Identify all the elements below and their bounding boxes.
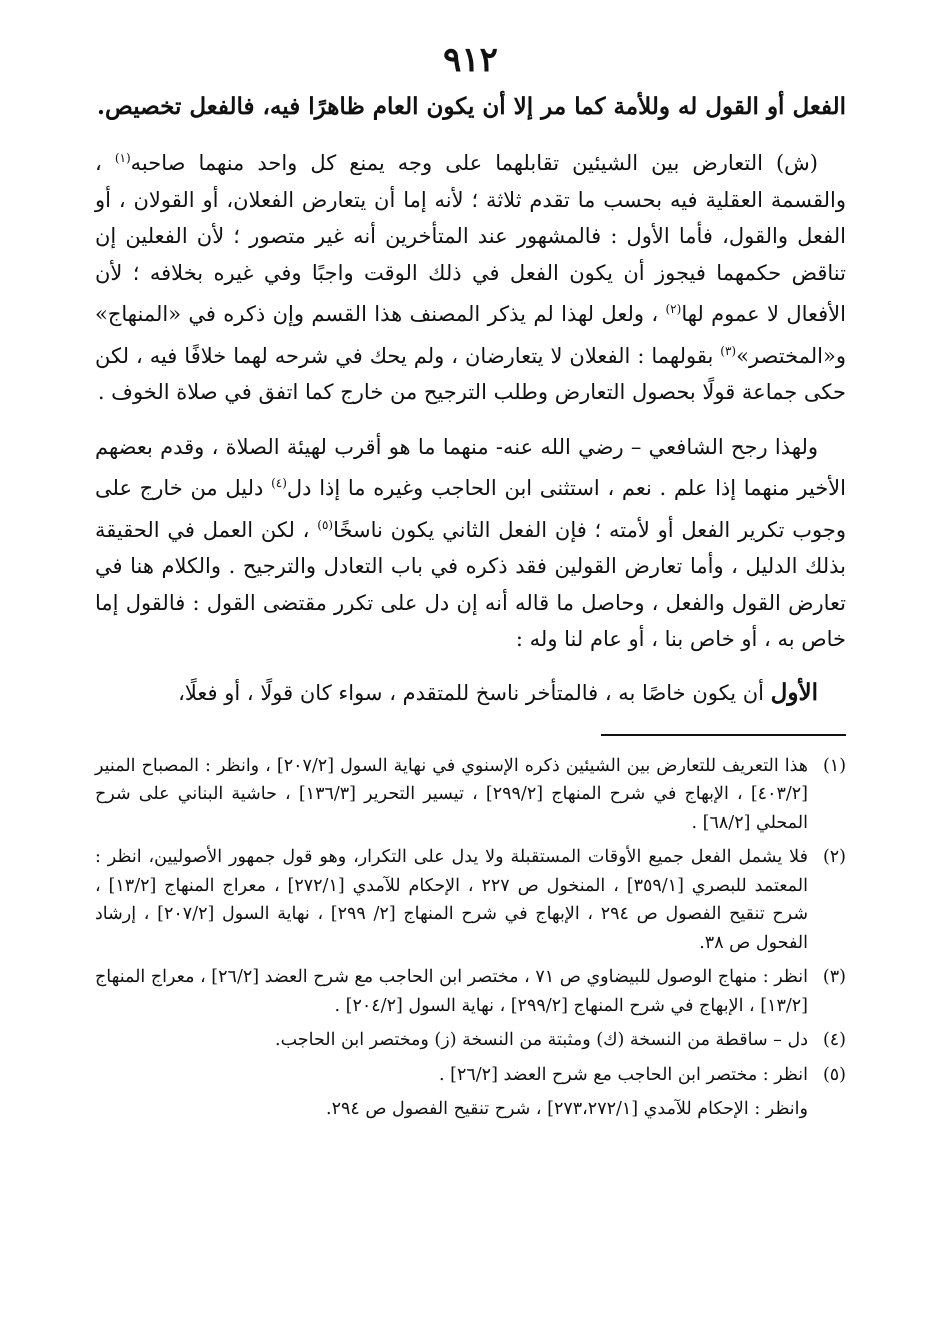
footnote-text: دل – ساقطة من النسخة (ك) ومثبتة من النسخة (ز) ومختصر ابن الحاجب. xyxy=(275,1030,808,1050)
matn-text-top: الفعل أو القول له وللأمة كما مر إلا أن يكون العام ظاهرًا فيه، فالفعل تخصيص. xyxy=(97,93,846,120)
footnote-ref-4[interactable]: (٤) xyxy=(271,476,287,490)
commentary-body xyxy=(95,140,846,658)
footnote-number: (٤) xyxy=(822,1030,846,1050)
footnote-text: انظر : منهاج الوصول للبيضاوي ص ٧١ ، مختصر ابن الحاجب مع شرح العضد [٢٦/٢] ، معراج المنهاج [١٣/٢] ، الإبهاج في شرح المنهاج [٢٩٩/٢] ، نهاية السول [٢٠٤/٢] . xyxy=(95,967,808,1016)
footnote-5-continuation: وانظر : الإحكام للآمدي [٢٧٣،٢٧٢/١] ، شرح تنقيح الفصول ص ٢٩٤. xyxy=(325,1099,808,1119)
matn-heading-first: الأول xyxy=(770,678,818,706)
paragraph-text: دليل من خارج على وجوب تكرير الفعل أو لأمته ؛ فإن الفعل الثاني يكون ناسخًا xyxy=(95,476,847,542)
footnote-text: هذا التعريف للتعارض بين الشيئين ذكره الإسنوي في نهاية السول [٢٠٧/٢] ، وانظر : المصباح المنير [٤٠٣/٢] ، الإبهاج في شرح المنهاج [٢٩٩/٢] ، تيسير التحرير [١٣٦/٣] ، حاشية البناني على شرح المحلي [٦٨/٢] . xyxy=(95,755,809,833)
footnote-ref-5[interactable]: (٥) xyxy=(317,517,334,532)
footnote-3 xyxy=(95,963,846,1020)
matn-text: أن يكون خاصًا به ، فالمتأخر ناسخ للمتقدم ، سواء كان قولًا ، أو فعلًا، xyxy=(178,680,771,705)
footnote-ref-2[interactable]: (٢) xyxy=(665,302,682,316)
commentary-paragraph-2 xyxy=(95,429,846,658)
footnote-text: انظر : مختصر ابن الحاجب مع شرح العضد [٢٦/٢] . xyxy=(439,1064,808,1085)
footnotes-section xyxy=(95,752,846,1124)
footnote-number: (٣) xyxy=(822,967,846,987)
footnote-number: (١) xyxy=(822,755,847,776)
matn-text-bottom xyxy=(95,674,846,712)
footnote-ref-3[interactable]: (٣) xyxy=(720,343,737,358)
footnote-divider xyxy=(601,734,846,736)
footnote-ref-1[interactable]: (١) xyxy=(114,151,131,165)
paragraph-text: ولهذا رجح الشافعي – رضي الله عنه- منهما ما هو أقرب لهيئة الصلاة ، وقدم بعضهم الأخير منهما إذا علم . نعم ، استثنى ابن الحاجب وغيره ما إذا دل xyxy=(95,434,846,500)
footnote-5 xyxy=(95,1061,846,1090)
footnote-1 xyxy=(95,752,846,838)
paragraph-text: ، لكن العمل في الحقيقة بذلك الدليل ، وأما تعارض القولين فقد ذكره في باب التعادل والترجيح . والكلام هنا في تعارض القول والفعل ، وحاصل ما قاله أنه إن دل على تكرر مقتضى القول : فالقول إما خاص به ، أو خاص بنا ، أو عام لنا وله : xyxy=(95,517,846,651)
commentary-paragraph-1 xyxy=(95,140,846,411)
footnote-number: (٥) xyxy=(822,1064,846,1085)
page-number: ٩١٢ xyxy=(443,40,498,80)
paragraph-text: بقولهما : الفعلان لا يتعارضان ، ولم يحك في شرحه لهما خلافًا فيه ، لكن حكى جماعة قولًا بحصول التعارض وطلب الترجيح من خارج كما اتفق في صلاة الخوف . xyxy=(95,343,846,404)
footnote-number: (٢) xyxy=(822,847,846,867)
paragraph-text: ، والقسمة العقلية فيه بحسب ما تقدم ثلاثة ؛ لأنه إما أن يتعارض الفعلان، أو القولان ، أو الفعل والقول، فأما الأول : فالمشهور عند المتأخرين أنه غير متصور ؛ لأن الفعلين إن تناقض حكمهما فيجوز أن يكون الفعل في ذلك الوقت واجبًا وفي غيره بخلافه ؛ لأن الأفعال لا عموم لها xyxy=(95,151,846,326)
footnote-4 xyxy=(95,1026,846,1055)
paragraph-text: ، ولعل لهذا لم يذكر المصنف هذا القسم وإن ذكره في «المنهاج» و«المختصر» xyxy=(95,302,846,368)
footnote-2 xyxy=(95,843,846,957)
footnote-text: فلا يشمل الفعل جميع الأوقات المستقبلة ولا يدل على التكرار، وهو قول جمهور الأصوليين، انظر : المعتمد للبصري [٣٥٩/١] ، المنخول ص ٢٢٧ ، الإحكام للآمدي [٢٧٢/١] ، معراج المنهاج [١٣/٢] ، شرح تنقيح الفصول ص ٢٩٤ ، الإبهاج في شرح المنهاج [٢/ ٢٩٩] ، نهاية السول [٢٠٧/٢] ، إرشاد الفحول ص ٣٨. xyxy=(95,847,808,953)
paragraph-text: (ش) التعارض بين الشيئين تقابلهما على وجه يمنع كل واحد منهما صاحبه xyxy=(130,151,818,175)
